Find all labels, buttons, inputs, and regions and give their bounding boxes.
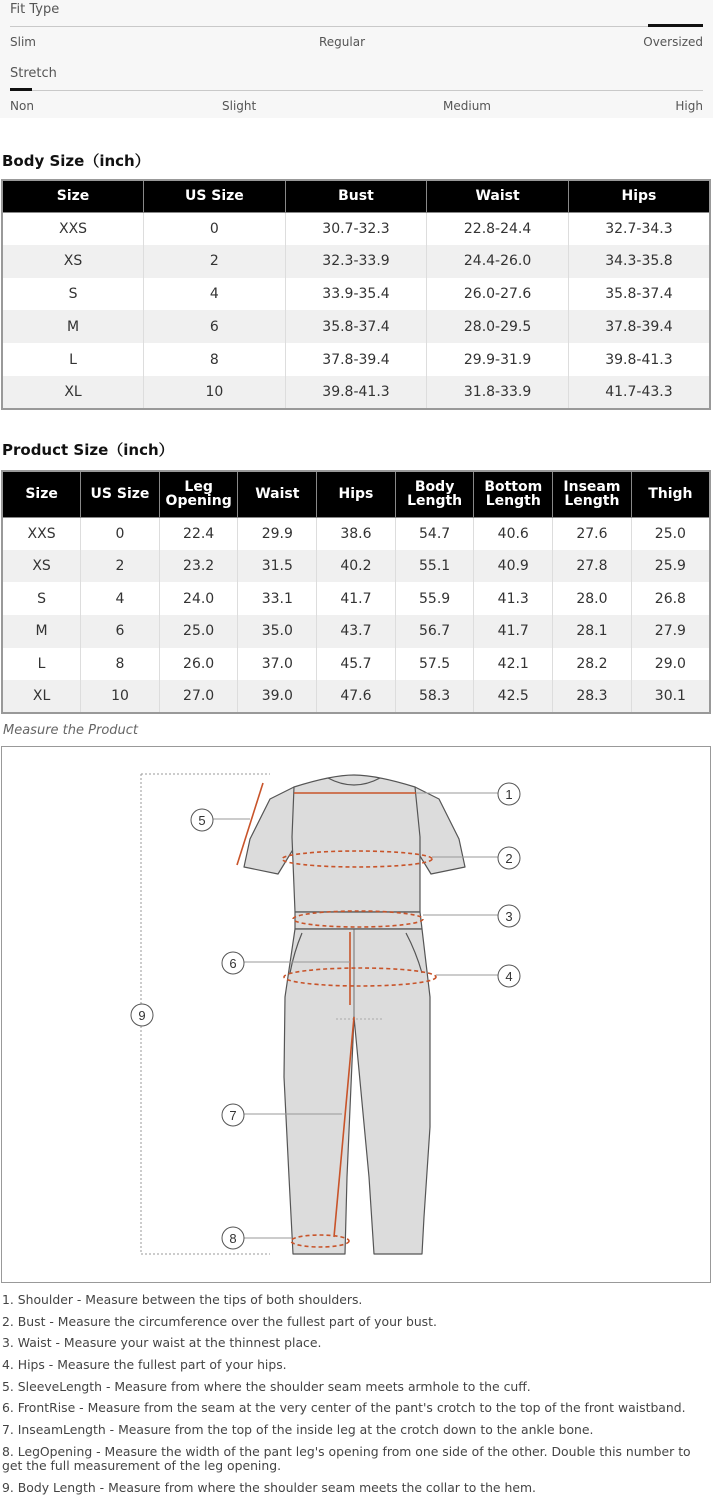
table-cell: 4 [144,278,286,311]
table-cell: 29.9 [238,517,317,550]
table-cell: 30.7-32.3 [285,212,427,245]
table-cell: 28.0 [553,582,632,615]
table-cell: 28.3 [553,680,632,713]
table-row [2,245,710,278]
table-cell: 24.4-26.0 [427,245,569,278]
table-cell: 57.5 [395,648,474,681]
note-sleeve-length: 5. SleeveLength - Measure from where the shoulder seam meets armhole to the cuff. [2,1378,531,1394]
table-cell: 26.8 [631,582,710,615]
table-cell: S [2,582,81,615]
table-cell: 40.6 [474,517,553,550]
table-cell: 47.6 [317,680,396,713]
marker-6-label: 6 [229,956,237,971]
diagram-caption: Measure the Product [3,723,139,738]
note-body-length: 9. Body Length - Measure from where the shoulder seam meets the collar to the hem. [2,1480,536,1495]
fit-type-title: Fit Type [10,2,60,17]
table-cell: XXS [2,212,144,245]
marker-9 [131,1004,153,1026]
table-cell: 8 [81,648,160,681]
table-cell: 55.1 [395,550,474,583]
note-front-rise: 6. FrontRise - Measure from the seam at the very center of the pant's crotch to the top of the front waistband. [2,1400,686,1416]
table-cell: 27.6 [553,517,632,550]
table-cell: 32.3-33.9 [285,245,427,278]
column-header: Body Length [395,471,474,517]
table-row [2,278,710,311]
table-row [2,343,710,376]
fit-label-regular: Regular [319,35,366,49]
table-cell: 26.0-27.6 [427,278,569,311]
table-cell: 45.7 [317,648,396,681]
table-cell: 41.3 [474,582,553,615]
table-cell: 27.9 [631,615,710,648]
stretch-label-non: Non [10,99,34,113]
fit-label-oversized: Oversized [643,35,703,49]
column-header: Hips [568,180,710,212]
column-header: Inseam Length [553,471,632,517]
table-cell: 37.8-39.4 [568,310,710,343]
fit-stretch-panel [0,0,713,118]
note-waist: 3. Waist - Measure your waist at the thinnest place. [2,1335,322,1351]
table-row [2,310,710,343]
marker-2 [498,847,520,869]
table-cell: 55.9 [395,582,474,615]
measurement-notes [2,1293,710,1500]
table-cell: 42.1 [474,648,553,681]
table-cell: XS [2,245,144,278]
marker-8 [222,1227,244,1249]
column-header: Hips [317,471,396,517]
table-cell: 33.1 [238,582,317,615]
note-leg-opening: 8. LegOpening - Measure the width of the pant leg's opening from one side of the other. Double this number to get the full measurement of the leg opening. [2,1443,691,1474]
table-cell: 34.3-35.8 [568,245,710,278]
column-header: Leg Opening [159,471,238,517]
table-cell: 6 [81,615,160,648]
marker-1-label: 1 [505,787,513,802]
table-cell: 41.7-43.3 [568,376,710,409]
table-cell: 37.8-39.4 [285,343,427,376]
table-header-row [2,471,710,517]
table-cell: 2 [144,245,286,278]
table-cell: L [2,648,81,681]
table-cell: 35.8-37.4 [285,310,427,343]
table-cell: 42.5 [474,680,553,713]
note-hips: 4. Hips - Measure the fullest part of your hips. [2,1357,287,1373]
table-row [2,212,710,245]
marker-5 [191,809,213,831]
table-cell: M [2,310,144,343]
table-row [2,648,710,681]
table-cell: L [2,343,144,376]
table-cell: 6 [144,310,286,343]
table-cell: M [2,615,81,648]
table-cell: XL [2,376,144,409]
table-cell: 10 [81,680,160,713]
table-cell: 56.7 [395,615,474,648]
table-cell: 40.2 [317,550,396,583]
table-cell: 25.0 [159,615,238,648]
table-cell: 24.0 [159,582,238,615]
stretch-title: Stretch [10,66,57,81]
jumpsuit-illustration [244,775,465,1254]
column-header: Bottom Length [474,471,553,517]
column-header: Waist [238,471,317,517]
table-cell: 38.6 [317,517,396,550]
table-cell: 26.0 [159,648,238,681]
body-size-table [1,179,711,410]
marker-4 [498,965,520,987]
table-cell: 22.4 [159,517,238,550]
stretch-label-high: High [675,99,703,113]
table-row [2,376,710,409]
table-cell: 32.7-34.3 [568,212,710,245]
table-cell: 30.1 [631,680,710,713]
marker-5-label: 5 [198,813,206,828]
table-cell: 54.7 [395,517,474,550]
product-size-table [1,470,711,714]
table-cell: 35.8-37.4 [568,278,710,311]
fit-type-selected-marker [648,24,703,27]
table-cell: 0 [144,212,286,245]
column-header: Size [2,180,144,212]
jumpsuit-diagram-svg [2,747,712,1284]
table-cell: 29.9-31.9 [427,343,569,376]
note-shoulder: 1. Shoulder - Measure between the tips of both shoulders. [2,1292,363,1307]
table-cell: XS [2,550,81,583]
table-cell: 39.0 [238,680,317,713]
fit-label-slim: Slim [10,35,36,49]
note-inseam-length: 7. InseamLength - Measure from the top of the inside leg at the crotch down to the ankle bone. [2,1422,594,1438]
column-header: US Size [144,180,286,212]
fit-type-track [10,26,703,27]
measurement-diagram [1,746,711,1283]
table-cell: 23.2 [159,550,238,583]
table-cell: 4 [81,582,160,615]
marker-3 [498,905,520,927]
table-cell: 33.9-35.4 [285,278,427,311]
column-header: Bust [285,180,427,212]
table-cell: 31.5 [238,550,317,583]
table-cell: 31.8-33.9 [427,376,569,409]
table-cell: 0 [81,517,160,550]
marker-4-label: 4 [505,969,513,984]
table-cell: 25.9 [631,550,710,583]
table-cell: 41.7 [474,615,553,648]
marker-2-label: 2 [505,851,513,866]
table-cell: 39.8-41.3 [568,343,710,376]
marker-8-label: 8 [229,1231,237,1246]
table-cell: 27.0 [159,680,238,713]
table-cell: 2 [81,550,160,583]
product-size-title: Product Size（inch） [2,441,174,459]
stretch-label-slight: Slight [222,99,257,113]
marker-6 [222,952,244,974]
table-header-row [2,180,710,212]
table-cell: 10 [144,376,286,409]
table-cell: XXS [2,517,81,550]
body-size-title: Body Size（inch） [2,152,150,170]
marker-7-label: 7 [229,1108,237,1123]
table-cell: 39.8-41.3 [285,376,427,409]
table-cell: 8 [144,343,286,376]
table-cell: 28.0-29.5 [427,310,569,343]
table-row [2,582,710,615]
table-cell: 28.2 [553,648,632,681]
table-cell: 37.0 [238,648,317,681]
stretch-label-medium: Medium [443,99,491,113]
table-cell: 58.3 [395,680,474,713]
table-row [2,615,710,648]
table-cell: 41.7 [317,582,396,615]
column-header: Waist [427,180,569,212]
table-cell: 29.0 [631,648,710,681]
table-cell: 28.1 [553,615,632,648]
table-cell: 35.0 [238,615,317,648]
column-header: Size [2,471,81,517]
column-header: US Size [81,471,160,517]
table-row [2,550,710,583]
table-cell: 22.8-24.4 [427,212,569,245]
table-cell: 27.8 [553,550,632,583]
column-header: Thigh [631,471,710,517]
table-cell: S [2,278,144,311]
table-row [2,680,710,713]
table-cell: 25.0 [631,517,710,550]
marker-9-label: 9 [138,1008,146,1023]
note-bust: 2. Bust - Measure the circumference over the fullest part of your bust. [2,1313,437,1329]
stretch-selected-marker [10,88,32,91]
stretch-track [10,90,703,91]
marker-7 [222,1104,244,1126]
marker-3-label: 3 [505,909,513,924]
table-cell: 43.7 [317,615,396,648]
table-cell: XL [2,680,81,713]
table-cell: 40.9 [474,550,553,583]
marker-1 [498,783,520,805]
table-row [2,517,710,550]
